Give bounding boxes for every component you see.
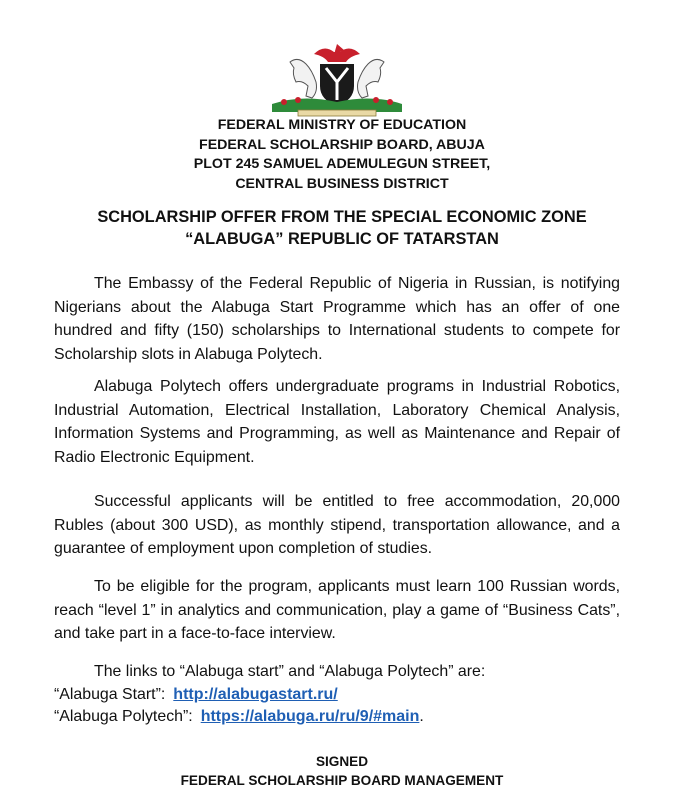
title-line-2: “ALABUGA” REPUBLIC OF TATARSTAN [185,230,499,248]
alabuga-polytech-row [54,706,634,729]
coat-of-arms-icon [262,40,412,118]
alabuga-start-link[interactable]: http://alabugastart.ru/ [173,685,338,703]
alabuga-start-label: “Alabuga Start”: [54,685,166,703]
alabuga-polytech-label: “Alabuga Polytech”: [54,708,193,725]
alabuga-polytech-link[interactable]: https://alabuga.ru/ru/9/#main [200,708,420,725]
letterhead [0,116,684,194]
paragraph-programs: Alabuga Polytech offers undergraduate programs in Industrial Robotics, Industrial Automation, Electrical Installation, Laboratory Chemical Analysis, Information Systems and Programming, as well as Maintenance and Repair of Radio Electronic Equipment. [54,378,620,466]
polytech-suffix: . [419,708,424,725]
address-district: CENTRAL BUSINESS DISTRICT [235,175,449,192]
alabuga-start-row [54,684,634,707]
links-section [54,661,634,729]
signature-block [0,752,684,790]
signed-label: SIGNED [315,754,369,769]
signatory: FEDERAL SCHOLARSHIP BOARD MANAGEMENT [180,773,504,788]
paragraph-benefits: Successful applicants will be entitled to free accommodation, 20,000 Rubles (about 300 USD), as monthly stipend, transportation allowance, and a guarantee of employment upon completion of studies. [54,493,620,557]
address-street: PLOT 245 SAMUEL ADEMULEGUN STREET, [193,156,491,173]
document-title [0,206,684,250]
ministry-name: FEDERAL MINISTRY OF EDUCATION [217,117,467,133]
title-line-1: SCHOLARSHIP OFFER FROM THE SPECIAL ECONOMIC ZONE [97,208,587,226]
board-name: FEDERAL SCHOLARSHIP BOARD, ABUJA [199,136,485,153]
links-intro: The links to “Alabuga start” and “Alabuga Polytech” are: [94,663,486,680]
paragraph-eligibility: To be eligible for the program, applicants must learn 100 Russian words, reach “level 1” in analytics and communication, play a game of “Business Cats”, and take part in a face-to-face interview. [54,578,620,642]
paragraph-embassy-notice: The Embassy of the Federal Republic of Nigeria in Russian, is notifying Nigerians about the Alabuga Start Programme which has an offer of one hundred and fifty (150) scholarships to International students to compete for Scholarship slots in Alabuga Polytech. [54,275,620,363]
